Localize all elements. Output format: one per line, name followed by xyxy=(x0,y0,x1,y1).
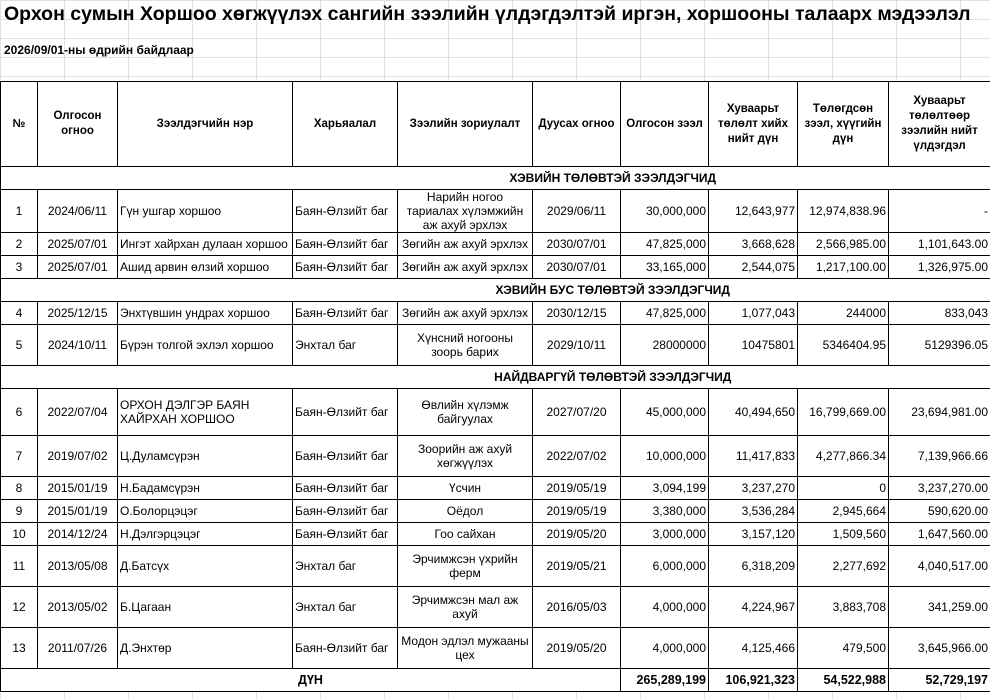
table-cell[interactable]: Баян-Өлзийт баг xyxy=(293,302,398,325)
table-cell[interactable]: 833,043 xyxy=(889,302,990,325)
section-header-blank-cell[interactable] xyxy=(1,167,38,190)
table-cell[interactable]: Баян-Өлзийт баг xyxy=(293,477,398,500)
table-cell[interactable]: Энхтал баг xyxy=(293,587,398,628)
table-cell[interactable]: - xyxy=(889,190,990,233)
section-header-blank-cell[interactable] xyxy=(1,279,38,302)
table-cell[interactable]: Баян-Өлзийт баг xyxy=(293,500,398,523)
table-cell[interactable]: Зөгийн аж ахуй эрхлэх xyxy=(398,302,533,325)
table-row xyxy=(1,587,990,628)
table-cell[interactable]: 5346404.95 xyxy=(798,325,889,366)
table-cell[interactable]: 2024/10/11 xyxy=(38,325,118,366)
table-row xyxy=(1,389,990,436)
table-cell[interactable]: Өвлийн хүлэмж байгуулах xyxy=(398,389,533,436)
table-cell[interactable]: 3,668,628 xyxy=(709,233,798,256)
table-cell[interactable]: Үсчин xyxy=(398,477,533,500)
table-cell[interactable]: 2027/07/20 xyxy=(533,389,621,436)
table-cell[interactable]: 11,417,833 xyxy=(709,436,798,477)
table-cell[interactable]: 4,000,000 xyxy=(621,628,709,669)
table-cell[interactable]: 3,380,000 xyxy=(621,500,709,523)
table-cell[interactable]: 479,500 xyxy=(798,628,889,669)
table-cell[interactable]: 2,544,075 xyxy=(709,256,798,279)
table-cell[interactable]: 341,259.00 xyxy=(889,587,990,628)
table-cell[interactable]: 12,643,977 xyxy=(709,190,798,233)
table-cell[interactable]: 2019/07/02 xyxy=(38,436,118,477)
table-cell[interactable]: 2025/12/15 xyxy=(38,302,118,325)
table-cell[interactable]: Баян-Өлзийт баг xyxy=(293,436,398,477)
table-cell[interactable]: О.Болорцэцэг xyxy=(118,500,293,523)
table-cell[interactable]: 2014/12/24 xyxy=(38,523,118,546)
table-row xyxy=(1,233,990,256)
table-cell[interactable]: Зоорийн аж ахуй хөгжүүлэх xyxy=(398,436,533,477)
header-cell[interactable]: Дуусах огноо xyxy=(533,82,621,167)
table-cell[interactable]: 3,536,284 xyxy=(709,500,798,523)
table-cell[interactable]: 4 xyxy=(1,302,38,325)
table-cell[interactable]: 244000 xyxy=(798,302,889,325)
table-cell[interactable]: Зөгийн аж ахуй эрхлэх xyxy=(398,256,533,279)
table-cell[interactable]: 30,000,000 xyxy=(621,190,709,233)
table-cell[interactable]: 3,094,199 xyxy=(621,477,709,500)
table-cell[interactable]: 2030/07/01 xyxy=(533,256,621,279)
table-cell[interactable]: 1,101,643.00 xyxy=(889,233,990,256)
table-cell[interactable]: Баян-Өлзийт баг xyxy=(293,190,398,233)
table-cell[interactable]: Хүнсний ногооны зоорь барих xyxy=(398,325,533,366)
table-cell[interactable]: 1,077,043 xyxy=(709,302,798,325)
section-header-label[interactable]: НАЙДВАРГҮЙ ТӨЛӨВТЭЙ ЗЭЭЛДЭГЧИД xyxy=(38,366,990,389)
table-cell[interactable]: ОРХОН ДЭЛГЭР БАЯН ХАЙРХАН ХОРШОО xyxy=(118,389,293,436)
table-cell[interactable]: 12 xyxy=(1,587,38,628)
table-cell[interactable]: Энхтүвшин ундрах хоршоо xyxy=(118,302,293,325)
table-cell[interactable]: 1,509,560 xyxy=(798,523,889,546)
table-row xyxy=(1,436,990,477)
table-cell[interactable]: 2029/06/11 xyxy=(533,190,621,233)
table-cell[interactable]: 2 xyxy=(1,233,38,256)
table-cell[interactable]: Модон эдлэл мужааны цех xyxy=(398,628,533,669)
table-row xyxy=(1,546,990,587)
loan-table xyxy=(0,81,990,692)
table-cell[interactable]: 2,566,985.00 xyxy=(798,233,889,256)
table-cell[interactable]: 33,165,000 xyxy=(621,256,709,279)
section-header-blank-cell[interactable] xyxy=(1,366,38,389)
table-cell[interactable]: 3 xyxy=(1,256,38,279)
header-row xyxy=(1,82,990,167)
table-cell[interactable]: Ц.Дуламсүрэн xyxy=(118,436,293,477)
table-cell[interactable]: Баян-Өлзийт баг xyxy=(293,233,398,256)
table-cell[interactable]: 3,645,966.00 xyxy=(889,628,990,669)
table-cell[interactable]: 2,277,692 xyxy=(798,546,889,587)
table-cell[interactable]: 3,000,000 xyxy=(621,523,709,546)
table-cell[interactable]: 4,040,517.00 xyxy=(889,546,990,587)
header-cell[interactable]: Олгосон огноо xyxy=(38,82,118,167)
table-cell[interactable]: 2015/01/19 xyxy=(38,477,118,500)
table-cell[interactable]: 3,237,270.00 xyxy=(889,477,990,500)
table-cell[interactable]: 10 xyxy=(1,523,38,546)
table-cell[interactable]: 2025/07/01 xyxy=(38,233,118,256)
table-cell[interactable]: 2019/05/21 xyxy=(533,546,621,587)
table-row xyxy=(1,190,990,233)
table-cell[interactable]: 590,620.00 xyxy=(889,500,990,523)
table-cell[interactable]: 28000000 xyxy=(621,325,709,366)
table-cell[interactable]: 10,000,000 xyxy=(621,436,709,477)
header-cell[interactable]: Зээлийн зориулалт xyxy=(398,82,533,167)
table-cell[interactable]: Нарийн ногоо тариалах хүлэмжийн аж ахуй эрхлэх xyxy=(398,190,533,233)
table-cell[interactable]: 3,157,120 xyxy=(709,523,798,546)
header-cell[interactable]: Олгосон зээл xyxy=(621,82,709,167)
header-cell[interactable]: Харьяалал xyxy=(293,82,398,167)
table-cell[interactable]: Баян-Өлзийт баг xyxy=(293,389,398,436)
total-value-cell[interactable]: 52,729,197 xyxy=(889,669,990,692)
table-cell[interactable]: 2030/07/01 xyxy=(533,233,621,256)
table-cell[interactable]: Д.Батсүх xyxy=(118,546,293,587)
section-header-row xyxy=(1,366,990,389)
table-cell[interactable]: 2015/01/19 xyxy=(38,500,118,523)
table-cell[interactable]: Энхтал баг xyxy=(293,546,398,587)
table-cell[interactable]: 3,237,270 xyxy=(709,477,798,500)
total-row xyxy=(1,669,990,692)
table-cell[interactable]: 1,217,100.00 xyxy=(798,256,889,279)
table-cell[interactable]: 6,000,000 xyxy=(621,546,709,587)
table-cell[interactable]: 16,799,669.00 xyxy=(798,389,889,436)
table-row xyxy=(1,256,990,279)
table-cell[interactable]: 2029/10/11 xyxy=(533,325,621,366)
table-row xyxy=(1,523,990,546)
table-body xyxy=(1,167,990,692)
section-header-label[interactable]: ХЭВИЙН БУС ТӨЛӨВТЭЙ ЗЭЭЛДЭГЧИД xyxy=(38,279,990,302)
table-cell[interactable]: 8 xyxy=(1,477,38,500)
table-cell[interactable]: 1 xyxy=(1,190,38,233)
header-cell[interactable]: Төлөгдсөн зээл, хүүгийн дүн xyxy=(798,82,889,167)
table-cell[interactable]: Ингэт хайрхан дулаан хоршоо xyxy=(118,233,293,256)
table-cell[interactable]: 2022/07/02 xyxy=(533,436,621,477)
table-cell[interactable]: 4,125,466 xyxy=(709,628,798,669)
table-row xyxy=(1,628,990,669)
table-row xyxy=(1,302,990,325)
header-cell[interactable]: Хуваарьт төлөлт хийх нийт дүн xyxy=(709,82,798,167)
report-date: 2026/09/01-ны өдрийн байдлаар xyxy=(4,43,194,57)
header-cell[interactable]: № xyxy=(1,82,38,167)
header-cell[interactable]: Зээлдэгчийн нэр xyxy=(118,82,293,167)
table-cell[interactable]: Д.Энхтөр xyxy=(118,628,293,669)
table-cell[interactable]: 2030/12/15 xyxy=(533,302,621,325)
table-cell[interactable]: 23,694,981.00 xyxy=(889,389,990,436)
table-cell[interactable]: 2025/07/01 xyxy=(38,256,118,279)
table-cell[interactable]: Эрчимжсэн үхрийн ферм xyxy=(398,546,533,587)
table-cell[interactable]: 2019/05/20 xyxy=(533,523,621,546)
total-value-cell[interactable]: 265,289,199 xyxy=(621,669,709,692)
section-header-row xyxy=(1,279,990,302)
table-cell[interactable]: Ашид арвин өлзий хоршоо xyxy=(118,256,293,279)
table-cell[interactable]: Бүрэн толгой эхлэл хоршоо xyxy=(118,325,293,366)
table-cell[interactable]: 2019/05/20 xyxy=(533,628,621,669)
table-cell[interactable]: 4,000,000 xyxy=(621,587,709,628)
table-cell[interactable]: Эрчимжсэн мал аж ахуй xyxy=(398,587,533,628)
table-cell[interactable]: 4,277,866.34 xyxy=(798,436,889,477)
table-cell[interactable]: 2013/05/02 xyxy=(38,587,118,628)
table-cell[interactable]: 5129396.05 xyxy=(889,325,990,366)
table-cell[interactable]: Баян-Өлзийт баг xyxy=(293,628,398,669)
header-cell[interactable]: Хуваарьт төлөлтөөр зээлийн нийт үлдэгдэл xyxy=(889,82,990,167)
table-cell[interactable]: 47,825,000 xyxy=(621,233,709,256)
table-cell[interactable]: 11 xyxy=(1,546,38,587)
total-value-cell[interactable]: 106,921,323 xyxy=(709,669,798,692)
table-cell[interactable]: 13 xyxy=(1,628,38,669)
table-cell[interactable]: 10475801 xyxy=(709,325,798,366)
table-cell[interactable]: 2019/05/19 xyxy=(533,477,621,500)
total-value-cell[interactable]: 54,522,988 xyxy=(798,669,889,692)
table-cell[interactable]: 7 xyxy=(1,436,38,477)
table-cell[interactable]: Зөгийн аж ахуй эрхлэх xyxy=(398,233,533,256)
table-cell[interactable]: Оёдол xyxy=(398,500,533,523)
table-cell[interactable]: 7,139,966.66 xyxy=(889,436,990,477)
table-cell[interactable]: Баян-Өлзийт баг xyxy=(293,256,398,279)
table-cell[interactable]: 6,318,209 xyxy=(709,546,798,587)
page-title: Орхон сумын Хоршоо хөгжүүлэх сангийн зээлийн үлдэгдэлтэй иргэн, хоршооны талаарх мэдээлэл xyxy=(4,3,971,25)
table-cell[interactable]: Энхтал баг xyxy=(293,325,398,366)
table-cell[interactable]: Н.Дэлгэрцэцэг xyxy=(118,523,293,546)
table-row xyxy=(1,500,990,523)
table-cell[interactable]: Гүн ушгар хоршоо xyxy=(118,190,293,233)
table-cell[interactable]: 6 xyxy=(1,389,38,436)
section-header-label[interactable]: ХЭВИЙН ТӨЛӨВТЭЙ ЗЭЭЛДЭГЧИД xyxy=(38,167,990,190)
table-cell[interactable]: Н.Бадамсүрэн xyxy=(118,477,293,500)
table-row xyxy=(1,325,990,366)
table-row xyxy=(1,477,990,500)
table-cell[interactable]: Б.Цагаан xyxy=(118,587,293,628)
table-cell[interactable]: 2011/07/26 xyxy=(38,628,118,669)
section-header-row xyxy=(1,167,990,190)
table-cell[interactable]: 0 xyxy=(798,477,889,500)
table-cell[interactable]: 9 xyxy=(1,500,38,523)
table-cell[interactable]: 2013/05/08 xyxy=(38,546,118,587)
table-cell[interactable]: 4,224,967 xyxy=(709,587,798,628)
table-cell[interactable]: 1,326,975.00 xyxy=(889,256,990,279)
table-cell[interactable]: 40,494,650 xyxy=(709,389,798,436)
table-cell[interactable]: 12,974,838.96 xyxy=(798,190,889,233)
table-cell[interactable]: 2,945,664 xyxy=(798,500,889,523)
table-cell[interactable]: 45,000,000 xyxy=(621,389,709,436)
table-cell[interactable]: 2022/07/04 xyxy=(38,389,118,436)
total-label[interactable]: ДҮН xyxy=(1,669,621,692)
table-cell[interactable]: Гоо сайхан xyxy=(398,523,533,546)
table-cell[interactable]: Баян-Өлзийт баг xyxy=(293,523,398,546)
table-cell[interactable]: 2019/05/19 xyxy=(533,500,621,523)
table-cell[interactable]: 47,825,000 xyxy=(621,302,709,325)
table-cell[interactable]: 2016/05/03 xyxy=(533,587,621,628)
table-cell[interactable]: 1,647,560.00 xyxy=(889,523,990,546)
table-cell[interactable]: 2024/06/11 xyxy=(38,190,118,233)
table-cell[interactable]: 3,883,708 xyxy=(798,587,889,628)
table-cell[interactable]: 5 xyxy=(1,325,38,366)
